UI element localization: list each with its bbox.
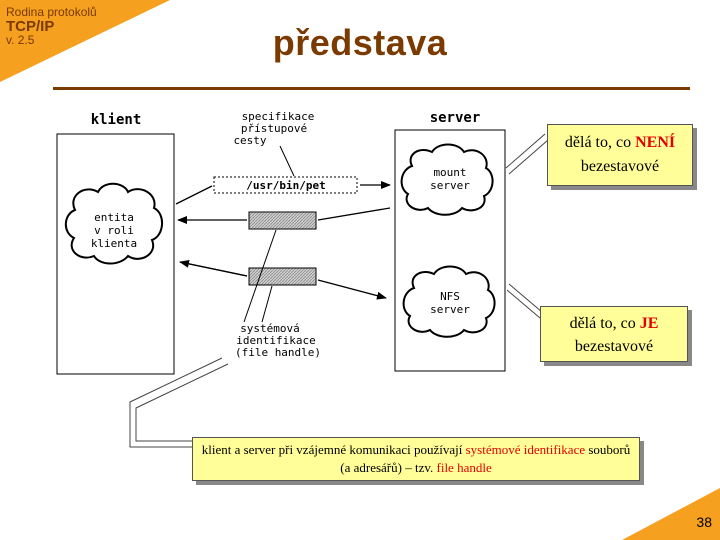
handle-line1: systémová	[240, 322, 300, 335]
handle-packet-2	[249, 268, 316, 285]
path-spec-line1: specifikace	[241, 110, 315, 123]
arrow-mount-to-packet	[318, 208, 390, 220]
mount-line2: server	[430, 179, 470, 192]
callout1-prefix: dělá to, co	[564, 134, 636, 151]
callout3-red1: systémové identifikace	[465, 442, 586, 457]
callout1-suffix: bezestavové	[580, 158, 660, 175]
series-name: Rodina protokolů	[6, 5, 97, 19]
callout1-pointer-b	[509, 140, 548, 174]
path-spec-pointer	[280, 146, 294, 176]
handle-line3: (file handle)	[234, 346, 322, 359]
callout-not-stateless	[547, 124, 693, 186]
callout3-part1: klient a server při vzájemné komunikaci používají	[201, 442, 466, 457]
callout3-part2: souborů (a adresářů) – tzv.	[340, 442, 631, 475]
arrow-client-to-path	[176, 186, 212, 204]
entity-line1: entita	[94, 211, 134, 224]
handle-pointer-2	[262, 286, 272, 322]
callout1-emphasis: NENÍ	[635, 134, 676, 151]
client-label: klient	[90, 112, 142, 128]
callout2-pointer-b	[509, 284, 542, 312]
arrow-head-client	[180, 262, 247, 276]
callout2-prefix: dělá to, co	[569, 315, 640, 332]
page-number: 38	[696, 514, 712, 530]
path-value: /usr/bin/pet	[246, 179, 326, 192]
path-spec-line2: přístupové	[240, 122, 308, 135]
path-spec-line3: cesty	[233, 134, 267, 147]
callout1-pointer-a	[506, 134, 545, 168]
handle-packet-1	[249, 212, 316, 229]
callout2-suffix: bezestavové	[574, 338, 654, 355]
server-label: server	[429, 110, 481, 126]
callout3-red2: file handle	[436, 460, 492, 475]
nfs-line2: server	[430, 303, 470, 316]
callout2-emphasis: JE	[639, 315, 659, 332]
callout-stateless	[540, 306, 688, 362]
series-topic: TCP/IP	[6, 18, 55, 35]
nfs-line1: NFS	[440, 290, 460, 303]
arrow-packet-to-nfs	[318, 280, 386, 298]
mount-line1: mount	[433, 166, 467, 179]
slide-title: představa	[272, 22, 448, 63]
callout-file-handle-note	[192, 437, 640, 481]
series-version: v. 2.5	[6, 33, 35, 47]
entity-line2: v roli	[94, 224, 134, 237]
entity-line3: klienta	[90, 237, 138, 250]
callout3-pointer-b	[136, 364, 228, 441]
handle-line2: identifikace	[236, 334, 316, 347]
callout2-pointer-a	[507, 290, 540, 318]
